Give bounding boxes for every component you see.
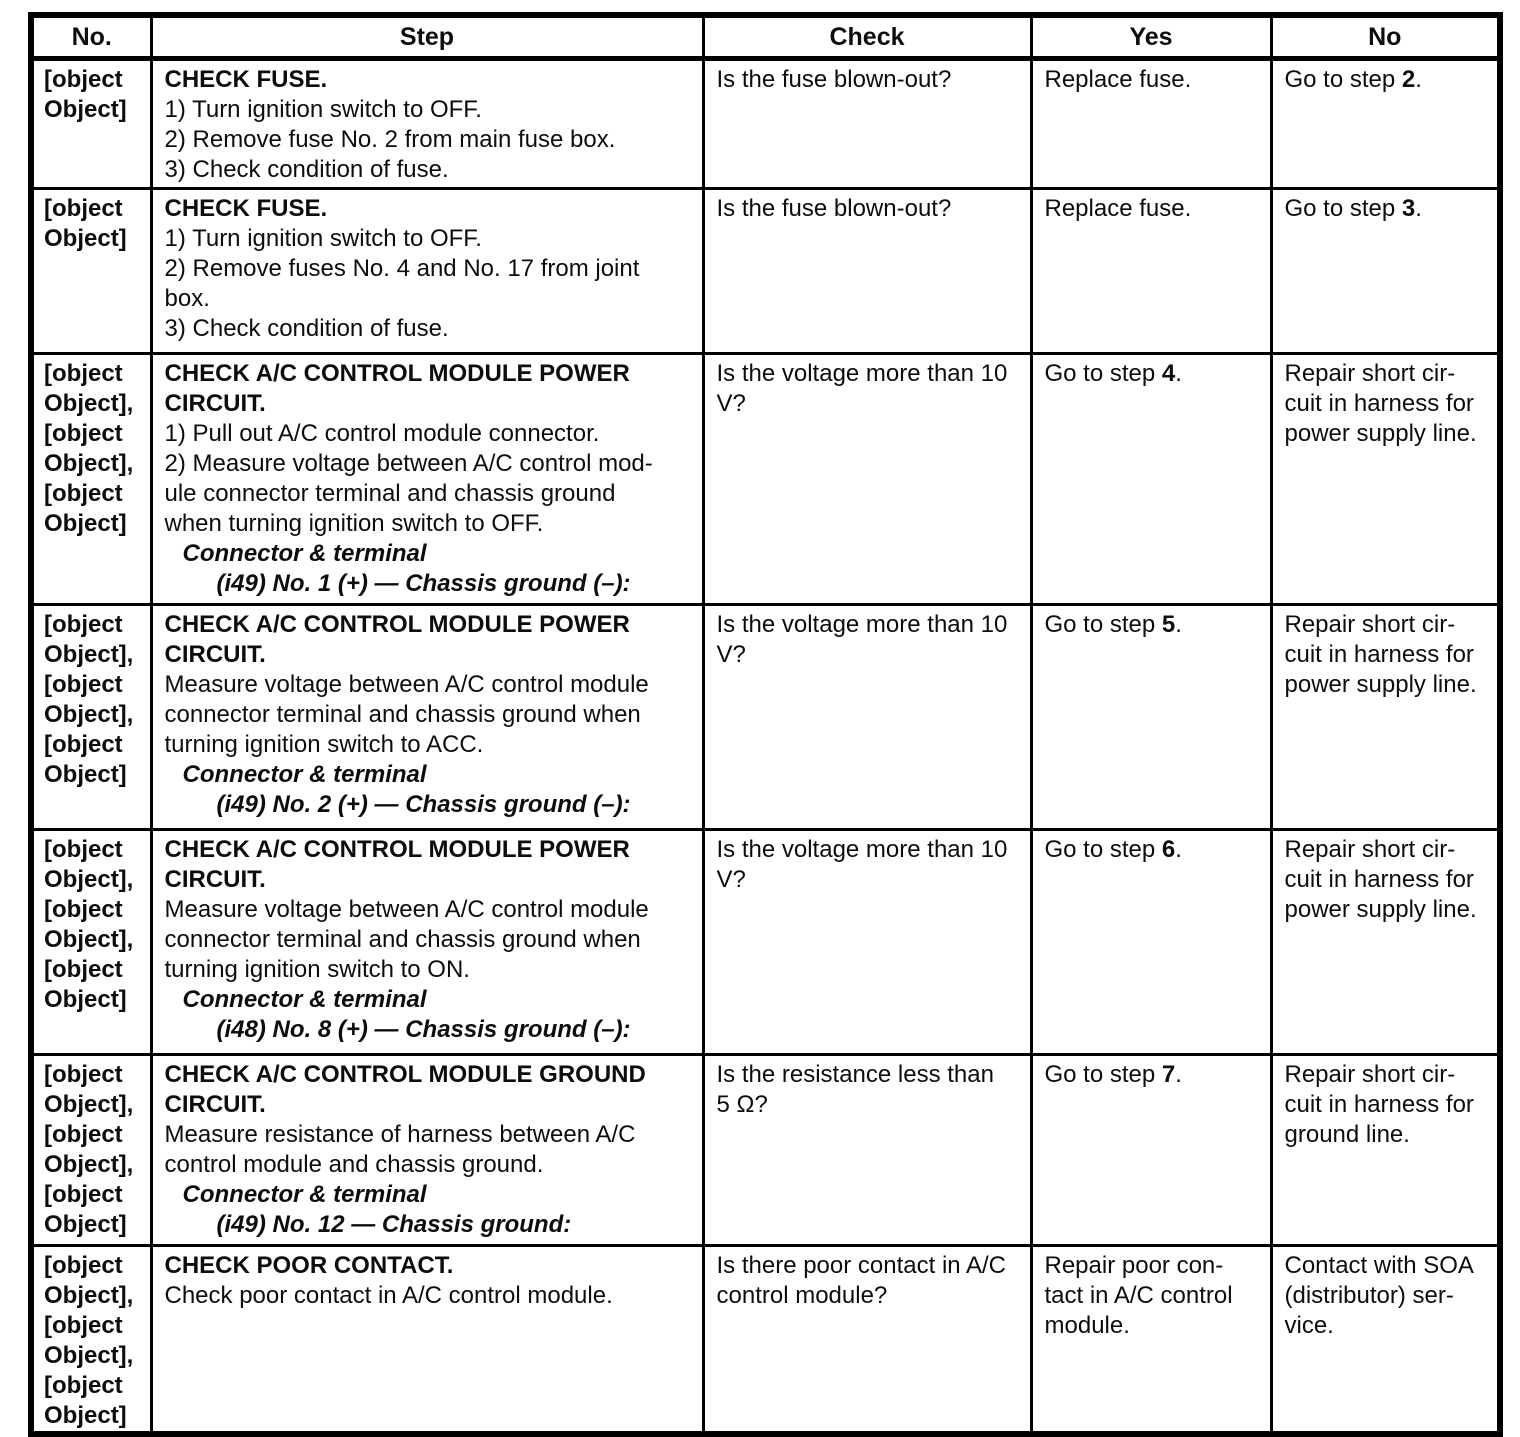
text-line: [1285, 670, 1496, 700]
text-run: 2) Remove fuse No. 2 from main fuse box.: [164, 126, 616, 153]
text-line: [1285, 1060, 1496, 1090]
cell-no-action: [1271, 605, 1500, 830]
cell-check: [703, 830, 1031, 1055]
text-run: power supply line.: [1284, 420, 1477, 447]
cell-step-number: [object Object],[object Object],[object Object]: [31, 1055, 151, 1246]
text-run: Replace fuse.: [1044, 195, 1192, 222]
cell-check: [703, 189, 1031, 354]
text-line: [1045, 65, 1268, 95]
text-run: cuit in harness for: [1284, 866, 1474, 893]
text-run: Is the voltage more than 10: [716, 360, 1008, 387]
text-run: 3: [1401, 195, 1416, 222]
text-run: turning ignition switch to ACC.: [164, 731, 484, 758]
text-run: connector terminal and chassis ground when: [164, 701, 641, 728]
text-run: Go to step: [1044, 360, 1162, 387]
text-line: [165, 1090, 700, 1120]
text-line: [165, 254, 700, 284]
text-run: 4: [1161, 360, 1176, 387]
cell-step: [151, 354, 703, 605]
text-line: [165, 389, 700, 419]
text-run: Connector & terminal: [182, 540, 427, 567]
table-row: [31, 1246, 1500, 1435]
cell-yes: [1031, 830, 1271, 1055]
text-run: CHECK A/C CONTROL MODULE POWER: [164, 360, 630, 387]
cell-no-action: [1271, 830, 1500, 1055]
text-line: [1045, 359, 1268, 389]
text-run: 7: [1161, 1061, 1176, 1088]
text-line: [1285, 1120, 1496, 1150]
text-line: [165, 284, 700, 314]
cell-yes: [1031, 1246, 1271, 1435]
column-header-check: Check: [703, 15, 1031, 59]
text-run: CHECK POOR CONTACT.: [164, 1252, 454, 1279]
text-run: V?: [716, 390, 746, 417]
table-row: [31, 189, 1500, 354]
text-run: connector terminal and chassis ground when: [164, 926, 641, 953]
table-row: [31, 59, 1500, 189]
text-line: [165, 95, 700, 125]
text-line: [1285, 65, 1496, 95]
column-header-no: No: [1271, 15, 1500, 59]
text-run: power supply line.: [1284, 671, 1477, 698]
text-run: .: [1175, 360, 1182, 387]
cell-check: [703, 59, 1031, 189]
cell-check: [703, 1055, 1031, 1246]
text-line: [165, 700, 700, 730]
text-run: Measure voltage between A/C control module: [164, 671, 649, 698]
text-line: [165, 1060, 700, 1090]
text-run: 5 Ω?: [716, 1091, 768, 1118]
text-line: [165, 955, 700, 985]
text-run: Is there poor contact in A/C: [716, 1252, 1006, 1279]
cell-no-action: [1271, 59, 1500, 189]
cell-yes: [1031, 605, 1271, 830]
text-run: 3) Check condition of fuse.: [164, 156, 449, 183]
text-line: [717, 610, 1028, 640]
text-line: [717, 359, 1028, 389]
cell-step-number: [object Object]: [31, 59, 151, 189]
text-run: when turning ignition switch to OFF.: [164, 510, 544, 537]
text-line: [165, 1251, 700, 1281]
text-run: power supply line.: [1284, 896, 1477, 923]
cell-yes: [1031, 189, 1271, 354]
text-run: Is the resistance less than: [716, 1061, 994, 1088]
table-row: [31, 354, 1500, 605]
text-line: [165, 359, 700, 389]
text-run: Is the voltage more than 10: [716, 836, 1008, 863]
text-run: box.: [164, 285, 210, 312]
table-row: [31, 605, 1500, 830]
text-line: [1045, 1060, 1268, 1090]
text-run: Connector & terminal: [182, 761, 427, 788]
text-line: [717, 1251, 1028, 1281]
text-line: [165, 610, 700, 640]
table-row: [31, 1055, 1500, 1246]
text-run: CIRCUIT.: [164, 866, 266, 893]
text-run: Measure resistance of harness between A/C: [164, 1121, 636, 1148]
text-line: [717, 1060, 1028, 1090]
text-run: (distributor) ser-: [1284, 1282, 1454, 1309]
text-line: [1285, 419, 1496, 449]
text-line: [165, 1150, 700, 1180]
table-body: [31, 59, 1500, 1435]
text-run: vice.: [1284, 1312, 1334, 1339]
text-run: CIRCUIT.: [164, 390, 266, 417]
column-header-yes: Yes: [1031, 15, 1271, 59]
text-line: [1285, 194, 1496, 224]
text-run: (i48) No. 8 (+) — Chassis ground (–):: [216, 1016, 631, 1043]
text-line: [165, 790, 700, 820]
text-line: [165, 1180, 700, 1210]
text-line: [717, 389, 1028, 419]
text-run: 3) Check condition of fuse.: [164, 315, 449, 342]
text-line: [717, 1090, 1028, 1120]
cell-no-action: [1271, 189, 1500, 354]
text-line: [1045, 1251, 1268, 1281]
text-run: 5: [1161, 611, 1176, 638]
text-line: [165, 419, 700, 449]
text-line: [1285, 389, 1496, 419]
text-run: 2) Remove fuses No. 4 and No. 17 from joint: [164, 255, 640, 282]
text-run: Repair poor con-: [1044, 1252, 1224, 1279]
cell-check: [703, 1246, 1031, 1435]
text-run: V?: [716, 641, 746, 668]
text-run: Contact with SOA: [1284, 1252, 1474, 1279]
text-run: cuit in harness for: [1284, 641, 1474, 668]
text-line: [165, 1281, 700, 1311]
text-line: [717, 835, 1028, 865]
text-run: control module and chassis ground.: [164, 1151, 544, 1178]
text-line: [165, 125, 700, 155]
cell-check: [703, 605, 1031, 830]
cell-step-number: [object Object]: [31, 189, 151, 354]
column-header-no: No.: [31, 15, 151, 59]
text-run: Is the fuse blown-out?: [716, 66, 952, 93]
text-line: [1285, 1281, 1496, 1311]
text-line: [165, 640, 700, 670]
text-run: Repair short cir-: [1284, 611, 1456, 638]
text-run: 2: [1401, 66, 1416, 93]
text-run: Connector & terminal: [182, 986, 427, 1013]
text-run: CIRCUIT.: [164, 641, 266, 668]
text-line: [165, 730, 700, 760]
cell-no-action: [1271, 1055, 1500, 1246]
text-run: 1) Turn ignition switch to OFF.: [164, 225, 482, 252]
text-line: [165, 314, 700, 344]
text-line: [165, 449, 700, 479]
text-run: .: [1415, 66, 1422, 93]
text-line: [1285, 895, 1496, 925]
text-line: [1285, 359, 1496, 389]
text-run: cuit in harness for: [1284, 390, 1474, 417]
text-line: [1045, 835, 1268, 865]
text-run: turning ignition switch to ON.: [164, 956, 470, 983]
text-line: [717, 865, 1028, 895]
cell-step: [151, 605, 703, 830]
text-line: [165, 479, 700, 509]
text-line: [165, 925, 700, 955]
cell-no-action: [1271, 354, 1500, 605]
text-run: Go to step: [1044, 836, 1162, 863]
text-run: .: [1175, 836, 1182, 863]
text-line: [165, 1015, 700, 1045]
text-run: .: [1175, 1061, 1182, 1088]
text-run: Repair short cir-: [1284, 836, 1456, 863]
text-run: Is the fuse blown-out?: [716, 195, 952, 222]
cell-step-number: [object Object],[object Object],[object Object]: [31, 830, 151, 1055]
text-line: [1285, 865, 1496, 895]
diagnostic-table: [28, 12, 1503, 1437]
text-line: [1045, 194, 1268, 224]
text-run: tact in A/C control: [1044, 1282, 1233, 1309]
text-run: 6: [1161, 836, 1176, 863]
text-line: [165, 865, 700, 895]
text-run: control module?: [716, 1282, 888, 1309]
text-line: [1045, 1311, 1268, 1341]
text-line: [165, 670, 700, 700]
text-run: Repair short cir-: [1284, 1061, 1456, 1088]
text-run: Replace fuse.: [1044, 66, 1192, 93]
text-line: [165, 760, 700, 790]
column-header-step: Step: [151, 15, 703, 59]
text-line: [1045, 1281, 1268, 1311]
text-line: [165, 194, 700, 224]
text-line: [165, 224, 700, 254]
text-run: CHECK FUSE.: [164, 195, 328, 222]
text-line: [717, 640, 1028, 670]
text-run: Check poor contact in A/C control module.: [164, 1282, 613, 1309]
text-line: [165, 1120, 700, 1150]
text-run: Is the voltage more than 10: [716, 611, 1008, 638]
text-run: module.: [1044, 1312, 1130, 1339]
text-run: 1) Turn ignition switch to OFF.: [164, 96, 482, 123]
cell-no-action: [1271, 1246, 1500, 1435]
text-run: CHECK A/C CONTROL MODULE POWER: [164, 836, 630, 863]
text-run: V?: [716, 866, 746, 893]
text-line: [165, 509, 700, 539]
cell-check: [703, 354, 1031, 605]
text-run: .: [1415, 195, 1422, 222]
cell-yes: [1031, 354, 1271, 605]
text-line: [1285, 1090, 1496, 1120]
cell-yes: [1031, 1055, 1271, 1246]
text-run: (i49) No. 1 (+) — Chassis ground (–):: [216, 570, 631, 597]
text-line: [165, 569, 700, 599]
text-run: Go to step: [1284, 66, 1402, 93]
table-row: [31, 830, 1500, 1055]
text-line: [165, 895, 700, 925]
text-run: ule connector terminal and chassis ground: [164, 480, 616, 507]
text-line: [165, 65, 700, 95]
text-run: Measure voltage between A/C control module: [164, 896, 649, 923]
text-run: Connector & terminal: [182, 1181, 427, 1208]
text-run: Go to step: [1044, 1061, 1162, 1088]
text-run: cuit in harness for: [1284, 1091, 1474, 1118]
text-run: Go to step: [1284, 195, 1402, 222]
text-run: (i49) No. 2 (+) — Chassis ground (–):: [216, 791, 631, 818]
cell-step: [151, 1055, 703, 1246]
cell-yes: [1031, 59, 1271, 189]
text-line: [717, 65, 1028, 95]
text-run: 1) Pull out A/C control module connector.: [164, 420, 600, 447]
text-run: .: [1175, 611, 1182, 638]
text-run: CIRCUIT.: [164, 1091, 266, 1118]
text-line: [1285, 835, 1496, 865]
cell-step-number: [object Object],[object Object],[object Object]: [31, 354, 151, 605]
text-line: [165, 155, 700, 185]
cell-step: [151, 830, 703, 1055]
text-line: [165, 539, 700, 569]
text-run: (i49) No. 12 — Chassis ground:: [216, 1211, 572, 1238]
cell-step: [151, 1246, 703, 1435]
text-run: CHECK FUSE.: [164, 66, 328, 93]
text-run: CHECK A/C CONTROL MODULE GROUND: [164, 1061, 646, 1088]
table-header-row: [31, 15, 1500, 59]
cell-step: [151, 189, 703, 354]
text-line: [165, 985, 700, 1015]
text-line: [1285, 1251, 1496, 1281]
text-line: [1285, 640, 1496, 670]
text-run: Repair short cir-: [1284, 360, 1456, 387]
text-line: [717, 194, 1028, 224]
text-run: 2) Measure voltage between A/C control mod-: [164, 450, 653, 477]
text-line: [1285, 610, 1496, 640]
text-run: CHECK A/C CONTROL MODULE POWER: [164, 611, 630, 638]
cell-step-number: [object Object],[object Object],[object Object]: [31, 1246, 151, 1435]
cell-step-number: [object Object],[object Object],[object Object]: [31, 605, 151, 830]
text-line: [165, 1210, 700, 1240]
text-line: [717, 1281, 1028, 1311]
text-line: [1045, 610, 1268, 640]
text-line: [1285, 1311, 1496, 1341]
text-run: Go to step: [1044, 611, 1162, 638]
cell-step: [151, 59, 703, 189]
text-run: ground line.: [1284, 1121, 1410, 1148]
text-line: [165, 835, 700, 865]
